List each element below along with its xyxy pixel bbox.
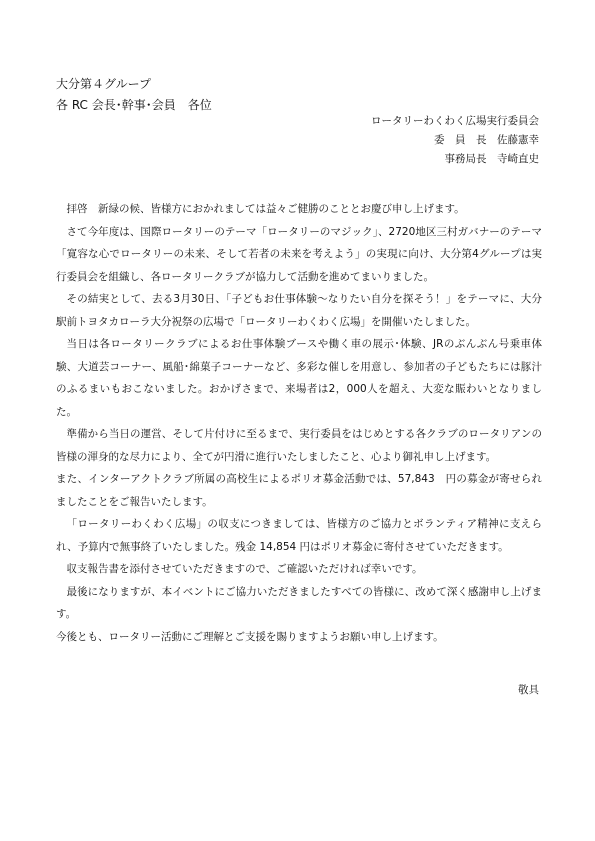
paragraph-final-thanks: 最後になりますが、本イベントにご協力いただきましたすべての皆様に、改めて深く感謝申し上げます。	[56, 585, 542, 620]
paragraph-request: 今後とも、ロータリー活動にご理解とご支援を賜りますようお願い申し上げます。	[56, 630, 444, 643]
paragraph-activities: 当日は各ロータリークラブによるお仕事体験ブースや働く車の展示･体験、JRのぶんぶん号乗車体験、大道芸コーナー、風船･綿菓子コーナーなど、多彩な催しを用意し、参加者の子どもたちには豚汁のふるまいもおこないました。おかげさまで、来場者は2，000人を超え、大変な賑わいとなりました。	[56, 338, 542, 418]
paragraph-polio-donation: また、インターアクトクラブ所属の高校生によるポリオ募金活動では、57,843 円の募金が寄せられましたことをご報告いたします。	[56, 473, 542, 508]
letter-body	[56, 198, 542, 648]
paragraph-theme: さて今年度は、国際ロータリーのテーマ「ロータリーのマジック」、2720地区三村ガバナーのテーマ「寛容な心でロータリーの未来、そして若者の未来を考えよう」の実現に向け、大分第4グループは実行委員会を組織し、各ロータリークラブが協力して活動を進めてまいりました。	[56, 225, 542, 283]
sender-chair: 委 員 長 佐藤憲幸	[434, 134, 539, 146]
paragraph-thanks-members: 準備から当日の運営、そして片付けに至るまで、実行委員をはじめとする各クラブのロータリアンの皆様の渾身的な尽力により、全てが円滑に進行いたしましたこと、心より御礼申し上げます。	[56, 428, 542, 463]
paragraph-budget: 「ロータリーわくわく広場」の収支につきましては、皆様方のご協力とボランティア精神に支えられ、予算内で無事終了いたしました。残金 14,854 円はポリオ募金に寄付させていただきます。	[56, 518, 542, 553]
recipient-line: 各 RC 会長･幹事･会員 各位	[56, 98, 212, 112]
closing-keigu: 敬具	[518, 684, 539, 696]
recipient-group: 大分第４グループ	[56, 77, 152, 91]
sender-committee: ロータリーわくわく広場実行委員会	[371, 115, 539, 127]
sender-secretary: 事務局長 寺崎直史	[444, 153, 539, 165]
paragraph-greeting: 拝啓 新緑の候、皆様方におかれましては益々ご健勝のこととお慶び申し上げます。	[66, 203, 465, 215]
paragraph-event: その結実として、去る3月30日、「子どもお仕事体験～なりたい自分を探そう！」をテーマに、大分駅前トヨタカローラ大分祝祭の広場で「ロータリーわくわく広場」を開催いたしました。	[56, 293, 542, 328]
paragraph-report: 収支報告書を添付させていただきますので、ご確認いただければ幸いです。	[66, 563, 423, 575]
